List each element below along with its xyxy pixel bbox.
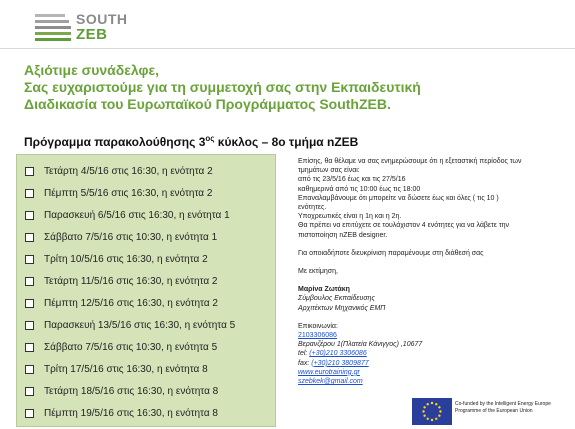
checkbox-icon bbox=[25, 409, 34, 418]
exam-info-panel bbox=[298, 157, 568, 386]
logo-text-zeb: ZEB bbox=[76, 26, 108, 43]
checkbox-icon bbox=[25, 211, 34, 220]
list-item bbox=[25, 161, 213, 181]
checkbox-icon bbox=[25, 189, 34, 198]
schedule-title bbox=[24, 134, 358, 149]
header-divider bbox=[0, 48, 575, 49]
tel-link[interactable]: (+30)210 3306086 bbox=[309, 350, 367, 358]
checkbox-icon bbox=[25, 167, 34, 176]
info-line: Υποχρεωτικές είναι η 1η και η 2η. bbox=[298, 213, 402, 221]
greeting-heading bbox=[24, 62, 564, 113]
schedule-item-text: Πέμπτη 5/5/16 στις 16:30, η ενότητα 2 bbox=[44, 187, 213, 199]
schedule-item-text: Πέμπτη 19/5/16 στις 16:30, η ενότητα 8 bbox=[44, 407, 218, 419]
eu-flag-icon bbox=[412, 398, 452, 425]
schedule-item-text: Παρασκευή 6/5/16 στις 16:30, η ενότητα 1 bbox=[44, 209, 230, 221]
schedule-list bbox=[16, 154, 276, 427]
southzeb-logo bbox=[33, 8, 163, 44]
schedule-item-text: Σάββατο 7/5/16 στις 10:30, η ενότητα 1 bbox=[44, 231, 218, 243]
checkbox-icon bbox=[25, 299, 34, 308]
email-link[interactable]: szebkek@gmail.com bbox=[298, 378, 363, 386]
info-line: από τις 23/5/16 έως και τις 27/5/16 bbox=[298, 176, 406, 184]
schedule-title-main: Πρόγραμμα παρακολούθησης 3 bbox=[24, 135, 206, 149]
list-item bbox=[25, 381, 218, 401]
info-line: Επίσης, θα θέλαμε να σας ενημερώσουμε ότι η εξεταστική περίοδος των bbox=[298, 158, 522, 165]
info-line: πιστοποίηση nZEB designer. bbox=[298, 231, 388, 239]
schedule-item-text: Παρασκευή 13/5/16 στις 16:30, η ενότητα 5 bbox=[44, 319, 236, 331]
schedule-title-sup: ος bbox=[205, 134, 215, 143]
heading-line: Διαδικασία του Ευρωπαϊκού Προγράμματος SouthZEB. bbox=[24, 96, 391, 112]
info-line: καθημερινά από τις 10:00 έως τις 18:00 bbox=[298, 185, 421, 193]
info-line: Επαναλαμβάνουμε ότι μπορείτε να δώσετε έως και όλες ( τις 10 ) bbox=[298, 194, 499, 202]
signer-role: Σύμβουλος Εκπαίδευσης bbox=[298, 295, 375, 303]
logo-text-south: SOUTH bbox=[76, 11, 128, 27]
list-item bbox=[25, 205, 230, 225]
checkbox-icon bbox=[25, 277, 34, 286]
info-line: Θα πρέπει να επιτύχετε σε τουλάχιστον 4 ενότητες για να λάβετε την bbox=[298, 222, 510, 230]
schedule-item-text: Τετάρτη 18/5/16 στις 16:30, η ενότητα 8 bbox=[44, 385, 219, 397]
checkbox-icon bbox=[25, 321, 34, 330]
list-item bbox=[25, 359, 208, 379]
list-item bbox=[25, 227, 217, 247]
contact-title: Επικοινωνία: bbox=[298, 322, 338, 330]
closing-text: Με εκτίμηση, bbox=[298, 268, 338, 276]
checkbox-icon bbox=[25, 255, 34, 264]
list-item bbox=[25, 183, 212, 203]
schedule-item-text: Τετάρτη 4/5/16 στις 16:30, η ενότητα 2 bbox=[44, 165, 213, 177]
fax-label: fax: bbox=[298, 359, 312, 367]
eu-funding-text bbox=[455, 401, 551, 414]
eu-funding-line: Co-funded by the Intelligent Energy Europe bbox=[455, 401, 551, 407]
list-item bbox=[25, 271, 217, 291]
building-stripes-icon bbox=[33, 10, 73, 42]
list-item bbox=[25, 403, 218, 423]
eu-funding-notice bbox=[412, 398, 570, 426]
info-line: τμημάτων σας είναι: bbox=[298, 167, 360, 175]
schedule-title-rest: κύκλος – 8ο τμήμα nZEB bbox=[214, 135, 359, 149]
checkbox-icon bbox=[25, 233, 34, 242]
checkbox-icon bbox=[25, 365, 34, 374]
checkbox-icon bbox=[25, 387, 34, 396]
list-item bbox=[25, 337, 217, 357]
list-item bbox=[25, 249, 208, 269]
signer-name: Μαρίνα Ζωτάκη bbox=[298, 286, 350, 294]
tel-label: tel: bbox=[298, 350, 310, 358]
schedule-item-text: Τετάρτη 11/5/16 στις 16:30, η ενότητα 2 bbox=[44, 275, 218, 287]
fax-link[interactable]: (+30)210 3809877 bbox=[311, 359, 369, 367]
heading-line: Αξιότιμε συνάδελφε, bbox=[24, 62, 160, 78]
schedule-item-text: Σάββατο 7/5/16 στις 10:30, η ενότητα 5 bbox=[44, 341, 218, 353]
heading-line: Σας ευχαριστούμε για τη συμμετοχή σας στην Εκπαιδευτική bbox=[24, 79, 421, 95]
phone-link[interactable]: 2103306086 bbox=[298, 332, 337, 340]
website-link[interactable]: www.eurotraining.gr bbox=[298, 368, 360, 376]
checkbox-icon bbox=[25, 343, 34, 352]
schedule-item-text: Πέμπτη 12/5/16 στις 16:30, η ενότητα 2 bbox=[44, 297, 218, 309]
schedule-item-text: Τρίτη 17/5/16 στις 16:30, η ενότητα 8 bbox=[44, 363, 208, 375]
list-item bbox=[25, 293, 218, 313]
eu-funding-line: Programme of the European Union bbox=[455, 407, 533, 414]
address-text: Βερανζέρου 1(Πλατεία Κάνιγγος) ,10677 bbox=[298, 341, 423, 349]
info-line: ενότητες. bbox=[298, 204, 327, 212]
schedule-item-text: Τρίτη 10/5/16 στις 16:30, η ενότητα 2 bbox=[44, 253, 208, 265]
clarification-text: Για οποιαδήποτε διευκρίνιση παραμένουμε στη διάθεσή σας bbox=[298, 249, 484, 257]
signer-title: Αρχιτέκτων Μηχανικός ΕΜΠ bbox=[298, 304, 386, 312]
list-item bbox=[25, 315, 235, 335]
